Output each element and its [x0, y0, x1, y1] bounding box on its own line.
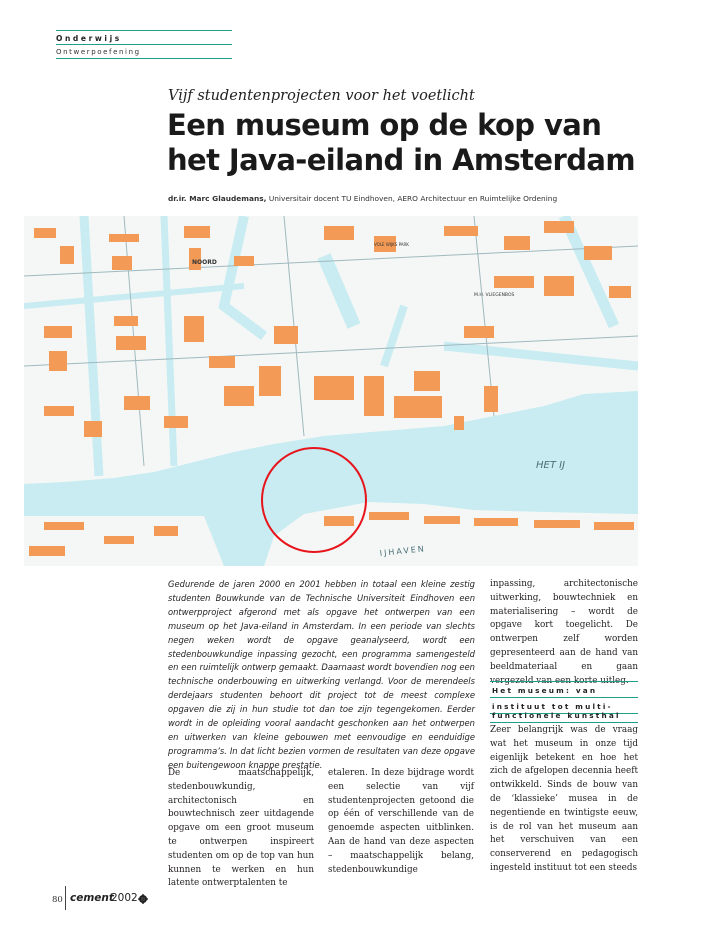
map-figure [24, 216, 638, 566]
map-drawing [24, 216, 638, 566]
article-kicker: Vijf studentenprojecten voor het voetlicht [168, 88, 475, 104]
map-label-noord: NOORD [192, 259, 217, 266]
box-rule-1 [490, 681, 638, 682]
body-column-3: inpassing, architectonische uitwerking, bouwtechniek en materialisering – wordt de opgave kort toegelicht. De ontwerpen zelf worden gepresenteerd aan de hand van beeldmateriaal en gaan vergezeld van een korte uitleg. [490, 579, 638, 686]
box-rule-2 [490, 697, 638, 698]
map-label-park: VOLE WIJKS PARK [374, 242, 409, 247]
footer-divider [65, 886, 66, 910]
box-body: Zeer belangrijk was de vraag wat het museum in onze tijd eigenlijk betekent en hoe het zich de afgelopen decennia heeft ontwikkeld. Sinds de bouw van de ‘klassieke’ musea in de negentiende en twintigste eeuw, is de rol van het museum aan het verschuiven van een conserverend en pedagogisch ingesteld instituut tot een steeds [490, 725, 638, 873]
author-name: dr.ir. Marc Glaudemans, [168, 194, 267, 203]
article-title [167, 108, 687, 178]
article-title-line-2: het Java-eiland in Amsterdam [167, 143, 635, 177]
header-rule-bottom [56, 58, 232, 59]
section-label: Onderwijs [56, 34, 122, 43]
body-column-2: etaleren. In deze bijdrage wordt een selectie van vijf studentenprojecten getoond die op één of verschillende van de genoemde aspecten uitblinken. Aan de hand van deze aspecten – maatschappelijk belang, stedenbouwkundige [328, 768, 474, 875]
header-rule-middle [56, 44, 232, 45]
box-heading-line-1: Het museum: van [492, 686, 598, 695]
magazine-year: 2002 [111, 892, 138, 904]
box-heading-line-3: functionele kunsthal [492, 711, 621, 720]
author-affiliation: Universitair docent TU Eindhoven, AERO Architectuur en Ruimtelijke Ordening [268, 194, 558, 203]
map-label-het-ij: HET IJ [536, 460, 566, 471]
article-title-line-1: Een museum op de kop van [167, 108, 602, 142]
cement-logo-icon [138, 894, 148, 904]
byline [168, 194, 557, 203]
body-column-1: De maatschappelijk, stedenbouwkundig, architectonisch en bouwtechnisch zeer uitdagende opgave om een groot museum te ontwerpen inspireert studenten om op de top van hun kunnen te werken en hun latente ontwerptalenten te [168, 768, 314, 889]
map-label-ijhaven: IJHAVEN [379, 544, 427, 558]
map-label-vliegenbos: M.H. VLIEGENBOS [474, 293, 515, 298]
article-lead: Gedurende de jaren 2000 en 2001 hebben in totaal een kleine zestig studenten Bouwkunde van de Technische Universiteit Eindhoven een ontwerpproject afgerond met als opgave het ontwerpen van een museum op het Java-eiland in Amsterdam. In een periode van slechts negen weken wordt de opgave geanalyseerd, wordt een stedenbouwkundige inpassing gezocht, een programma samengesteld en een ruimtelijk ontwerp gemaakt. Daarnaast wordt bovendien nog een technische onderbouwing en uitwerking verlangd. Voor de merendeels derdejaars studenten behoort dit project tot de meest complexe opgaven die zij in hun studie tot dan toe zijn tegengekomen. Eerder wordt in de opleiding vooral aandacht geschonken aan het ontwerpen en uitwerken van kleine gebouwen met eenvoudige en eenduidige programma’s. In dat licht bezien vormen de resultaten van deze opgave een buitengewoon knappe prestatie. [168, 579, 475, 770]
header-rule-top [56, 30, 232, 31]
magazine-name: cement [70, 892, 114, 904]
page-number: 80 [52, 895, 63, 905]
subsection-label: Ontwerpoefening [56, 48, 141, 56]
box-heading-line-2: instituut tot multi- [492, 702, 613, 711]
box-rule-4 [490, 722, 638, 723]
